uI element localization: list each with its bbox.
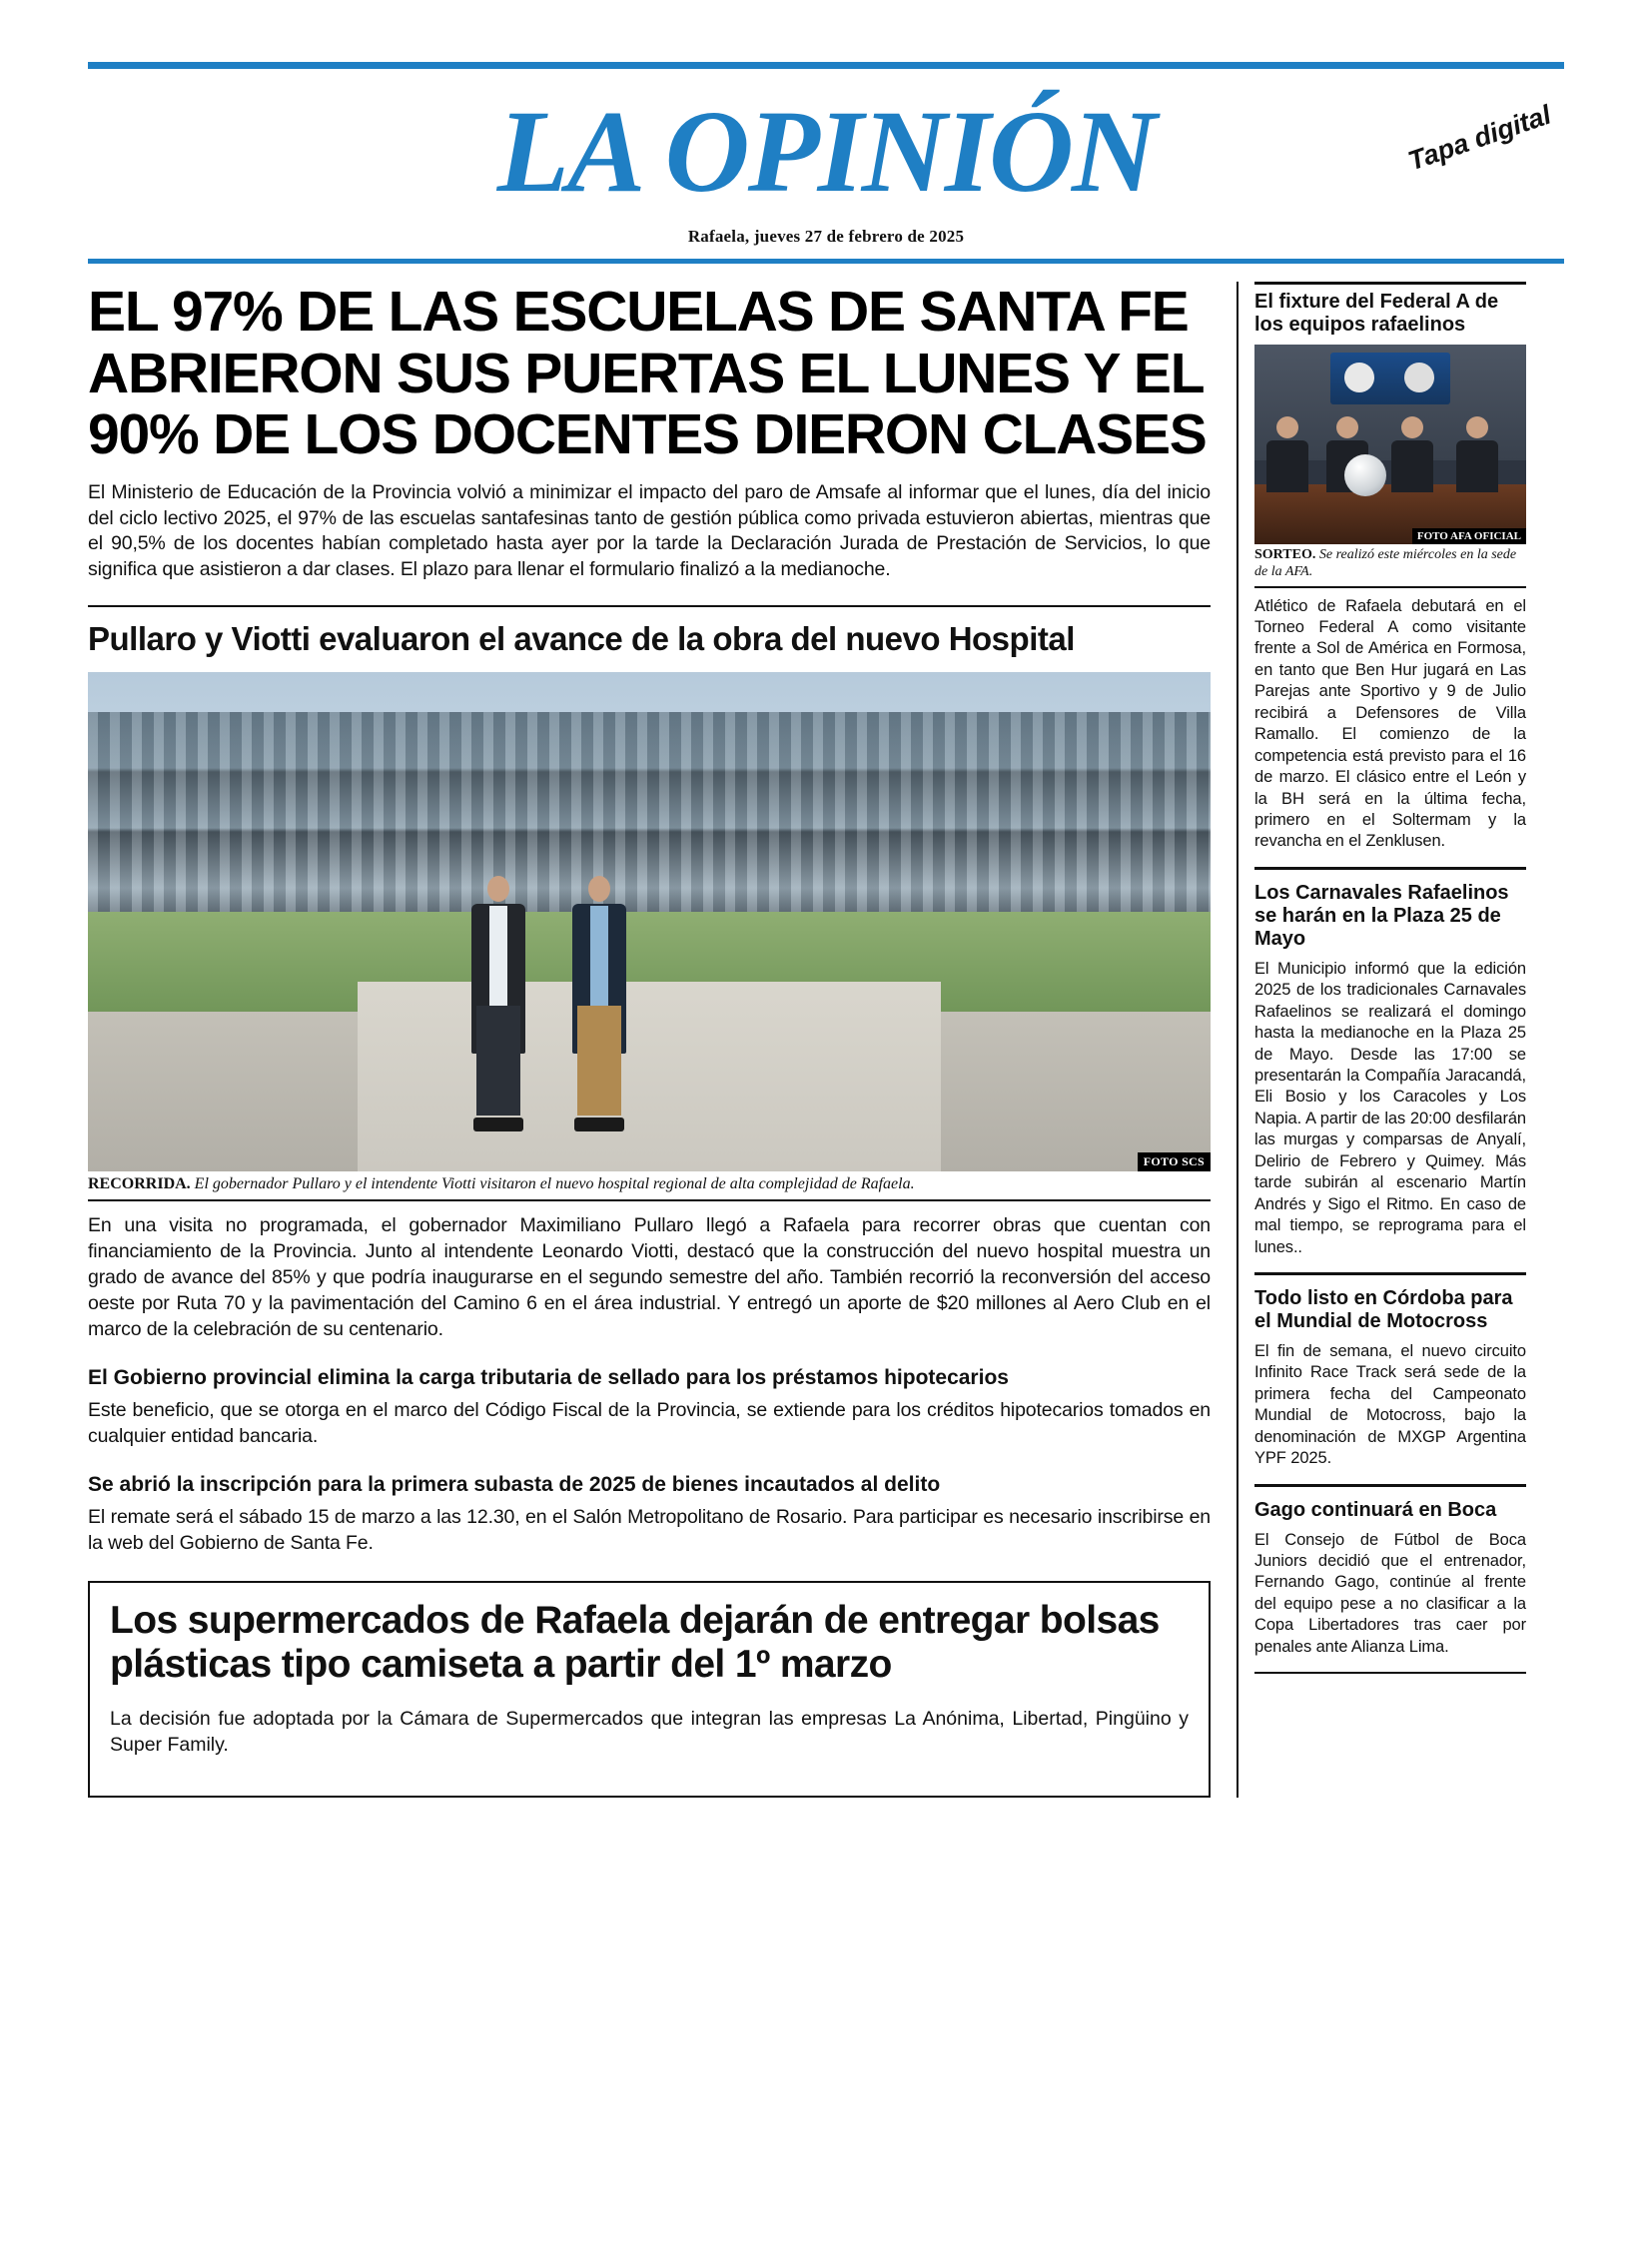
fixture-photo [1254,345,1526,544]
brief-1-headline: El Gobierno provincial elimina la carga tributaria de sellado para los préstamos hipotecarios [88,1365,1009,1389]
photo-path [358,982,941,1171]
fixture-person-1 [1265,416,1309,488]
brief-1-body: Este beneficio, que se otorga en el marco del Código Fiscal de la Provincia, se extiende para los créditos hipotecarios tomados en cualquier entidad bancaria. [88,1399,1211,1447]
fixture-headline: El fixture del Federal A de los equipos rafaelinos [1254,291,1499,336]
soccer-ball-icon [1344,454,1386,496]
divider [88,605,1211,607]
brief-2-body: El remate será el sábado 15 de marzo a las 12.30, en el Salón Metropolitano de Rosario. Para participar es necesario inscribirse en la web del Gobierno de Santa Fe. [88,1506,1211,1555]
dateline: Rafaela, jueves 27 de febrero de 2025 [687,227,965,246]
masthead-logo-row [88,79,1564,217]
motocross-body: El fin de semana, el nuevo circuito Infinito Race Track será sede de la primera fecha del Campeonato Mundial de Motocross, bajo la denominación de MXGP Argentina YPF 2025. [1254,1341,1526,1468]
sidebar-divider-1 [1254,867,1526,876]
brief-2-headline: Se abrió la inscripción para la primera subasta de 2025 de bienes incautados al delito [88,1472,941,1496]
hospital-caption-text: El gobernador Pullaro y el intendente Viotti visitaron el nuevo hospital regional de alta complejidad de Rafaela. [190,1175,915,1193]
newspaper-logo: LA OPINIÓN [496,86,1156,217]
motocross-headline: Todo listo en Córdoba para el Mundial de Motocross [1254,1286,1513,1332]
main-column [88,282,1237,1798]
page-content [88,282,1564,1798]
photo-person-left [469,876,527,1131]
sidebar-top-rule [1254,282,1526,285]
fixture-body: Atlético de Rafaela debutará en el Torneo Federal A como visitante frente a Sol de América en Formosa, en tanto que Ben Hur jugará en Las Parejas ante Sportivo y 9 de Julio recibirá a Defensores de Villa Ramallo. El comienzo de la competencia está previsto para el 16 de marzo. El clásico entre el León y la BH será en la última fecha, primero en el Soltermam y la revancha en el Zenklusen. [1254,596,1526,851]
carnavales-body: El Municipio informó que la edición 2025 de los tradicionales Carnavales Rafaelinos se realizará el domingo hasta la medianoche en la Plaza 25 de Mayo. Desde las 17:00 se presentarán la Compañía Jaracandá, Eli Bosio y los Caracoles y Los Napia. A partir de las 20:00 desfilarán las murgas y comparsas de Anyalí, Delirio de Febrero y Quimey. Más tarde subirán al escenario Martín Andrés y Sigo el Ritmo. En caso de mal tiempo, se reprograma para el lunes.. [1254,959,1526,1256]
hospital-photo-credit: FOTO SCS [1138,1152,1211,1171]
gago-body: El Consejo de Fútbol de Boca Juniors decidió que el entrenador, Fernando Gago, continúe al frente del equipo pese a no clasificar a la Copa Libertadores tras caer por penales ante Alianza Lima. [1254,1530,1526,1656]
fixture-caption-lead: SORTEO. [1254,547,1316,562]
tapa-digital-label: Tapa digital [1403,99,1555,177]
fixture-person-3 [1390,416,1434,488]
gago-headline: Gago continuará en Boca [1254,1498,1497,1521]
fixture-caption [1254,544,1526,588]
tournament-logo-icon [1404,363,1434,392]
fixture-photo-credit: FOTO AFA OFICIAL [1412,528,1526,544]
sidebar-divider-2 [1254,1272,1526,1281]
photo-building [88,712,1211,912]
sidebar-divider-3 [1254,1484,1526,1493]
hospital-headline: Pullaro y Viotti evaluaron el avance de la obra del nuevo Hospital [88,620,1075,658]
hospital-photo [88,672,1211,1171]
newspaper-front-page [0,62,1652,2244]
fixture-person-4 [1455,416,1499,488]
lead-body: El Ministerio de Educación de la Provincia volvió a minimizar el impacto del paro de Amsafe al informar que el lunes, día del inicio del ciclo lectivo 2025, el 97% de las escuelas santafesinas tanto de gestión pública como privada estuvieron abiertas, mientras que el 90,5% de los docentes habían completado hasta ayer por la tarde la Declaración Jurada de Prestación de Servicios, lo que significa que asistieron a dar clases. El plazo para llenar el formulario finalizó a la medianoche. [88,480,1211,581]
masthead [88,62,1564,247]
boxed-story [88,1581,1211,1798]
photo-person-right [570,876,628,1131]
hospital-caption-lead: RECORRIDA. [88,1175,191,1193]
fixture-caption-text: Se realizó este miércoles en la sede de la AFA. [1254,547,1517,579]
afa-logo-icon [1344,363,1374,392]
hospital-body: En una visita no programada, el gobernador Maximiliano Pullaro llegó a Rafaela para recorrer obras que cuentan con financiamiento de la Provincia. Junto al intendente Leonardo Viotti, destacó que la construcción del nuevo hospital muestra un grado de avance del 85% y que podría inaugurarse en el segundo semestre del año. También recorrió la reconversión del acceso oeste por Ruta 70 y la pavimentación del Camino 6 en el área industrial. Y entregó un aporte de $20 millones al Aero Club en el marco de la celebración de su centenario. [88,1214,1211,1340]
lead-headline: EL 97% DE LAS ESCUELAS DE SANTA FE ABRIERON SUS PUERTAS EL LUNES Y EL 90% DE LOS DOCENTES DIERON CLASES [88,280,1207,467]
masthead-rule [88,259,1564,264]
sidebar-column [1237,282,1526,1798]
boxed-headline: Los supermercados de Rafaela dejarán de entregar bolsas plásticas tipo camiseta a partir del 1º marzo [110,1598,1160,1687]
carnavales-headline: Los Carnavales Rafaelinos se harán en la Plaza 25 de Mayo [1254,881,1509,950]
sidebar-bottom-rule [1254,1672,1526,1674]
boxed-body: La decisión fue adoptada por la Cámara de Supermercados que integran las empresas La Anónima, Libertad, Pingüino y Super Family. [110,1707,1189,1756]
hospital-caption [88,1171,1211,1201]
